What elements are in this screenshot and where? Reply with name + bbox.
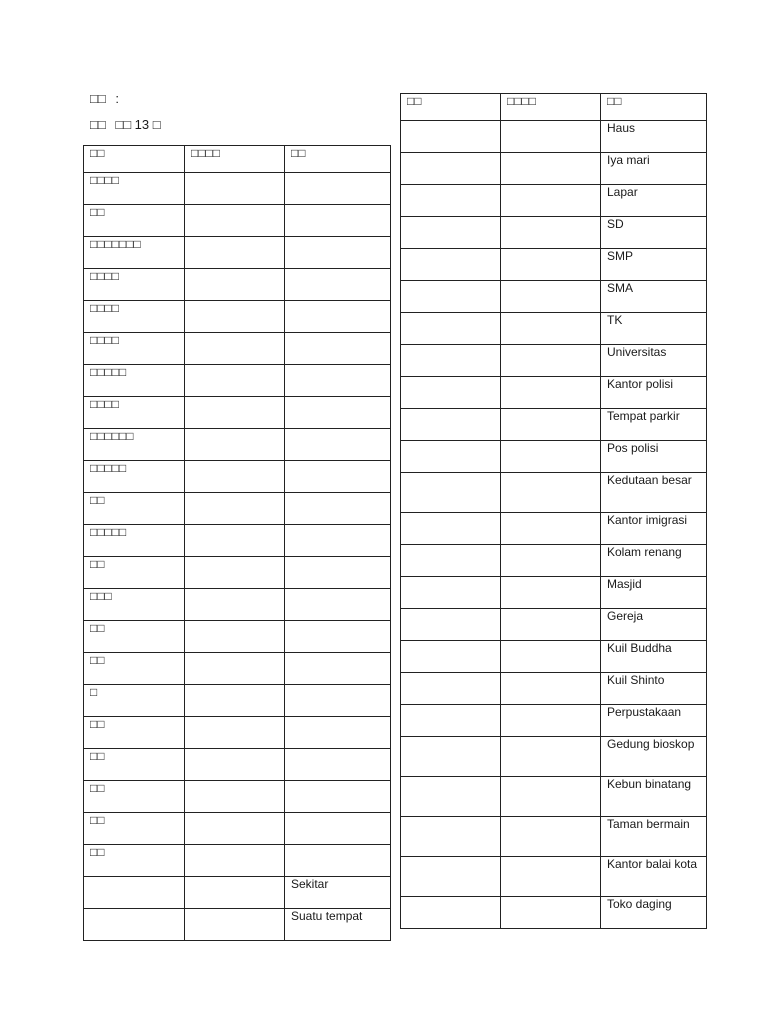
- table-cell: [401, 409, 501, 441]
- table-cell: [185, 493, 285, 525]
- header-line-2-label: □□: [90, 117, 106, 132]
- table-cell: [185, 653, 285, 685]
- table-cell: Taman bermain: [601, 817, 707, 857]
- table-cell: Kuil Buddha: [601, 641, 707, 673]
- header-line-1-label: □□: [90, 91, 106, 106]
- table-cell: Sekitar: [285, 877, 391, 909]
- table-cell: Toko daging: [601, 897, 707, 929]
- table-row: [401, 513, 707, 545]
- header-line-2: [90, 117, 167, 132]
- table-cell: [185, 621, 285, 653]
- table-cell: □□: [84, 205, 185, 237]
- table-row: [401, 345, 707, 377]
- table-cell: SD: [601, 217, 707, 249]
- table-row: [84, 589, 391, 621]
- table-row: [84, 429, 391, 461]
- table-cell: □□□: [84, 589, 185, 621]
- table-row: [84, 685, 391, 717]
- table-cell: [185, 685, 285, 717]
- table-cell: [501, 545, 601, 577]
- table-cell: [401, 185, 501, 217]
- table-cell: [185, 589, 285, 621]
- table-cell: [185, 813, 285, 845]
- table-cell: [501, 345, 601, 377]
- table-cell: [501, 857, 601, 897]
- table-cell: [501, 817, 601, 857]
- table-cell: □□□□: [84, 301, 185, 333]
- table-cell: □□: [84, 781, 185, 813]
- table-cell: [401, 217, 501, 249]
- table-cell: [185, 173, 285, 205]
- table-row: [84, 301, 391, 333]
- table-row: [401, 857, 707, 897]
- table-cell: [401, 673, 501, 705]
- table-cell: [501, 513, 601, 545]
- table-cell: Kebun binatang: [601, 777, 707, 817]
- table-cell: □□□□: [84, 333, 185, 365]
- table-cell: □□: [84, 493, 185, 525]
- table-cell: Kantor balai kota: [601, 857, 707, 897]
- table-row: [84, 461, 391, 493]
- table-cell: [501, 409, 601, 441]
- table-cell: [501, 377, 601, 409]
- table-cell: [285, 685, 391, 717]
- table-cell: □□: [84, 749, 185, 781]
- table-cell: [84, 877, 185, 909]
- table-cell: [285, 717, 391, 749]
- table-cell: [401, 577, 501, 609]
- table-cell: [185, 269, 285, 301]
- table-cell: [401, 777, 501, 817]
- table-cell: Masjid: [601, 577, 707, 609]
- table-cell: [285, 589, 391, 621]
- table-cell: [185, 845, 285, 877]
- table-cell: [185, 781, 285, 813]
- table-cell: [285, 557, 391, 589]
- table-cell: Pos polisi: [601, 441, 707, 473]
- table-cell: [501, 121, 601, 153]
- table-cell: [501, 577, 601, 609]
- table-cell: [185, 749, 285, 781]
- table-cell: [285, 397, 391, 429]
- table-header-row: [401, 94, 707, 121]
- table-row: [401, 673, 707, 705]
- table-row: [84, 909, 391, 941]
- table-cell: [401, 377, 501, 409]
- table-cell: [285, 365, 391, 397]
- table-cell: □□: [84, 653, 185, 685]
- table-cell: Kantor polisi: [601, 377, 707, 409]
- table-cell: [401, 313, 501, 345]
- table-cell: [501, 673, 601, 705]
- table-cell: [185, 461, 285, 493]
- column-header: □□: [84, 146, 185, 173]
- table-cell: □□: [84, 845, 185, 877]
- table-row: [84, 653, 391, 685]
- table-cell: [501, 473, 601, 513]
- table-row: [401, 281, 707, 313]
- table-cell: [401, 705, 501, 737]
- table-cell: [285, 653, 391, 685]
- table-cell: [285, 237, 391, 269]
- table-row: [401, 641, 707, 673]
- table-cell: [401, 441, 501, 473]
- table-cell: Gedung bioskop: [601, 737, 707, 777]
- table-cell: [285, 333, 391, 365]
- table-cell: [501, 897, 601, 929]
- table-row: [84, 397, 391, 429]
- header-line-1-value: :: [115, 91, 119, 106]
- table-cell: [501, 705, 601, 737]
- table-row: [401, 817, 707, 857]
- column-header: □□: [401, 94, 501, 121]
- table-cell: [401, 473, 501, 513]
- table-row: [84, 717, 391, 749]
- table-row: [84, 525, 391, 557]
- table-cell: [285, 301, 391, 333]
- table-cell: [501, 441, 601, 473]
- table-row: [401, 897, 707, 929]
- table-row: [401, 217, 707, 249]
- table-cell: [401, 121, 501, 153]
- right-vocab-table: [400, 93, 707, 929]
- table-row: [84, 621, 391, 653]
- table-cell: [401, 737, 501, 777]
- table-cell: [185, 877, 285, 909]
- table-header-row: [84, 146, 391, 173]
- column-header: □□: [601, 94, 707, 121]
- table-cell: [185, 397, 285, 429]
- table-cell: □□□□: [84, 397, 185, 429]
- table-cell: [501, 777, 601, 817]
- table-row: [84, 557, 391, 589]
- table-cell: [185, 557, 285, 589]
- table-row: [401, 545, 707, 577]
- table-cell: □□: [84, 717, 185, 749]
- table-cell: □: [84, 685, 185, 717]
- table-cell: Kuil Shinto: [601, 673, 707, 705]
- table-cell: [185, 301, 285, 333]
- table-cell: [401, 609, 501, 641]
- table-cell: [401, 857, 501, 897]
- table-cell: TK: [601, 313, 707, 345]
- table-cell: □□□□□□□: [84, 237, 185, 269]
- table-row: [84, 269, 391, 301]
- table-row: [401, 473, 707, 513]
- table-row: [84, 365, 391, 397]
- table-cell: Gereja: [601, 609, 707, 641]
- table-cell: □□□□□□: [84, 429, 185, 461]
- table-row: [401, 409, 707, 441]
- table-cell: [285, 461, 391, 493]
- table-row: [401, 441, 707, 473]
- table-row: [84, 813, 391, 845]
- column-header: □□□□: [185, 146, 285, 173]
- table-row: [84, 845, 391, 877]
- table-cell: [501, 609, 601, 641]
- table-cell: Tempat parkir: [601, 409, 707, 441]
- table-row: [84, 749, 391, 781]
- table-cell: [501, 185, 601, 217]
- table-cell: [401, 249, 501, 281]
- table-cell: Lapar: [601, 185, 707, 217]
- table-cell: [401, 153, 501, 185]
- table-cell: □□□□□: [84, 461, 185, 493]
- table-cell: [285, 525, 391, 557]
- table-cell: □□: [84, 557, 185, 589]
- table-cell: Haus: [601, 121, 707, 153]
- table-cell: [185, 333, 285, 365]
- table-cell: [401, 513, 501, 545]
- table-cell: [501, 249, 601, 281]
- table-cell: □□□□□: [84, 365, 185, 397]
- table-cell: [285, 493, 391, 525]
- table-cell: SMP: [601, 249, 707, 281]
- table-cell: [501, 281, 601, 313]
- table-cell: [285, 621, 391, 653]
- table-cell: [84, 909, 185, 941]
- table-cell: [501, 313, 601, 345]
- table-row: [401, 705, 707, 737]
- table-cell: Suatu tempat: [285, 909, 391, 941]
- table-cell: [501, 153, 601, 185]
- table-cell: [185, 909, 285, 941]
- table-row: [84, 205, 391, 237]
- table-cell: □□□□□: [84, 525, 185, 557]
- table-cell: [401, 345, 501, 377]
- table-row: [401, 377, 707, 409]
- table-cell: Kolam renang: [601, 545, 707, 577]
- table-cell: [185, 205, 285, 237]
- table-cell: Iya mari: [601, 153, 707, 185]
- left-vocab-table: [83, 145, 391, 941]
- table-cell: Perpustakaan: [601, 705, 707, 737]
- table-cell: [401, 641, 501, 673]
- table-cell: [285, 173, 391, 205]
- table-cell: [501, 217, 601, 249]
- table-row: [84, 781, 391, 813]
- table-cell: [285, 269, 391, 301]
- table-row: [84, 173, 391, 205]
- header-line-2-value: □□ 13 □: [115, 117, 161, 132]
- table-cell: [285, 205, 391, 237]
- table-cell: Universitas: [601, 345, 707, 377]
- table-row: [401, 153, 707, 185]
- table-row: [401, 609, 707, 641]
- table-cell: □□□□: [84, 173, 185, 205]
- table-cell: [401, 817, 501, 857]
- header-line-1: [90, 91, 125, 106]
- column-header: □□: [285, 146, 391, 173]
- table-cell: [185, 365, 285, 397]
- table-row: [401, 249, 707, 281]
- table-cell: [285, 429, 391, 461]
- table-cell: [401, 281, 501, 313]
- table-cell: [501, 737, 601, 777]
- table-row: [401, 313, 707, 345]
- table-cell: [185, 717, 285, 749]
- table-cell: □□□□: [84, 269, 185, 301]
- table-row: [401, 777, 707, 817]
- table-cell: SMA: [601, 281, 707, 313]
- table-cell: [185, 237, 285, 269]
- column-header: □□□□: [501, 94, 601, 121]
- table-cell: [401, 545, 501, 577]
- table-cell: [285, 781, 391, 813]
- table-row: [401, 737, 707, 777]
- table-row: [84, 237, 391, 269]
- table-row: [401, 121, 707, 153]
- table-cell: [401, 897, 501, 929]
- table-cell: Kedutaan besar: [601, 473, 707, 513]
- table-cell: [285, 749, 391, 781]
- table-row: [401, 185, 707, 217]
- table-row: [84, 877, 391, 909]
- table-cell: □□: [84, 621, 185, 653]
- table-cell: □□: [84, 813, 185, 845]
- table-row: [401, 577, 707, 609]
- table-cell: Kantor imigrasi: [601, 513, 707, 545]
- table-cell: [185, 429, 285, 461]
- table-row: [84, 333, 391, 365]
- table-cell: [185, 525, 285, 557]
- table-cell: [285, 813, 391, 845]
- table-row: [84, 493, 391, 525]
- table-cell: [285, 845, 391, 877]
- table-cell: [501, 641, 601, 673]
